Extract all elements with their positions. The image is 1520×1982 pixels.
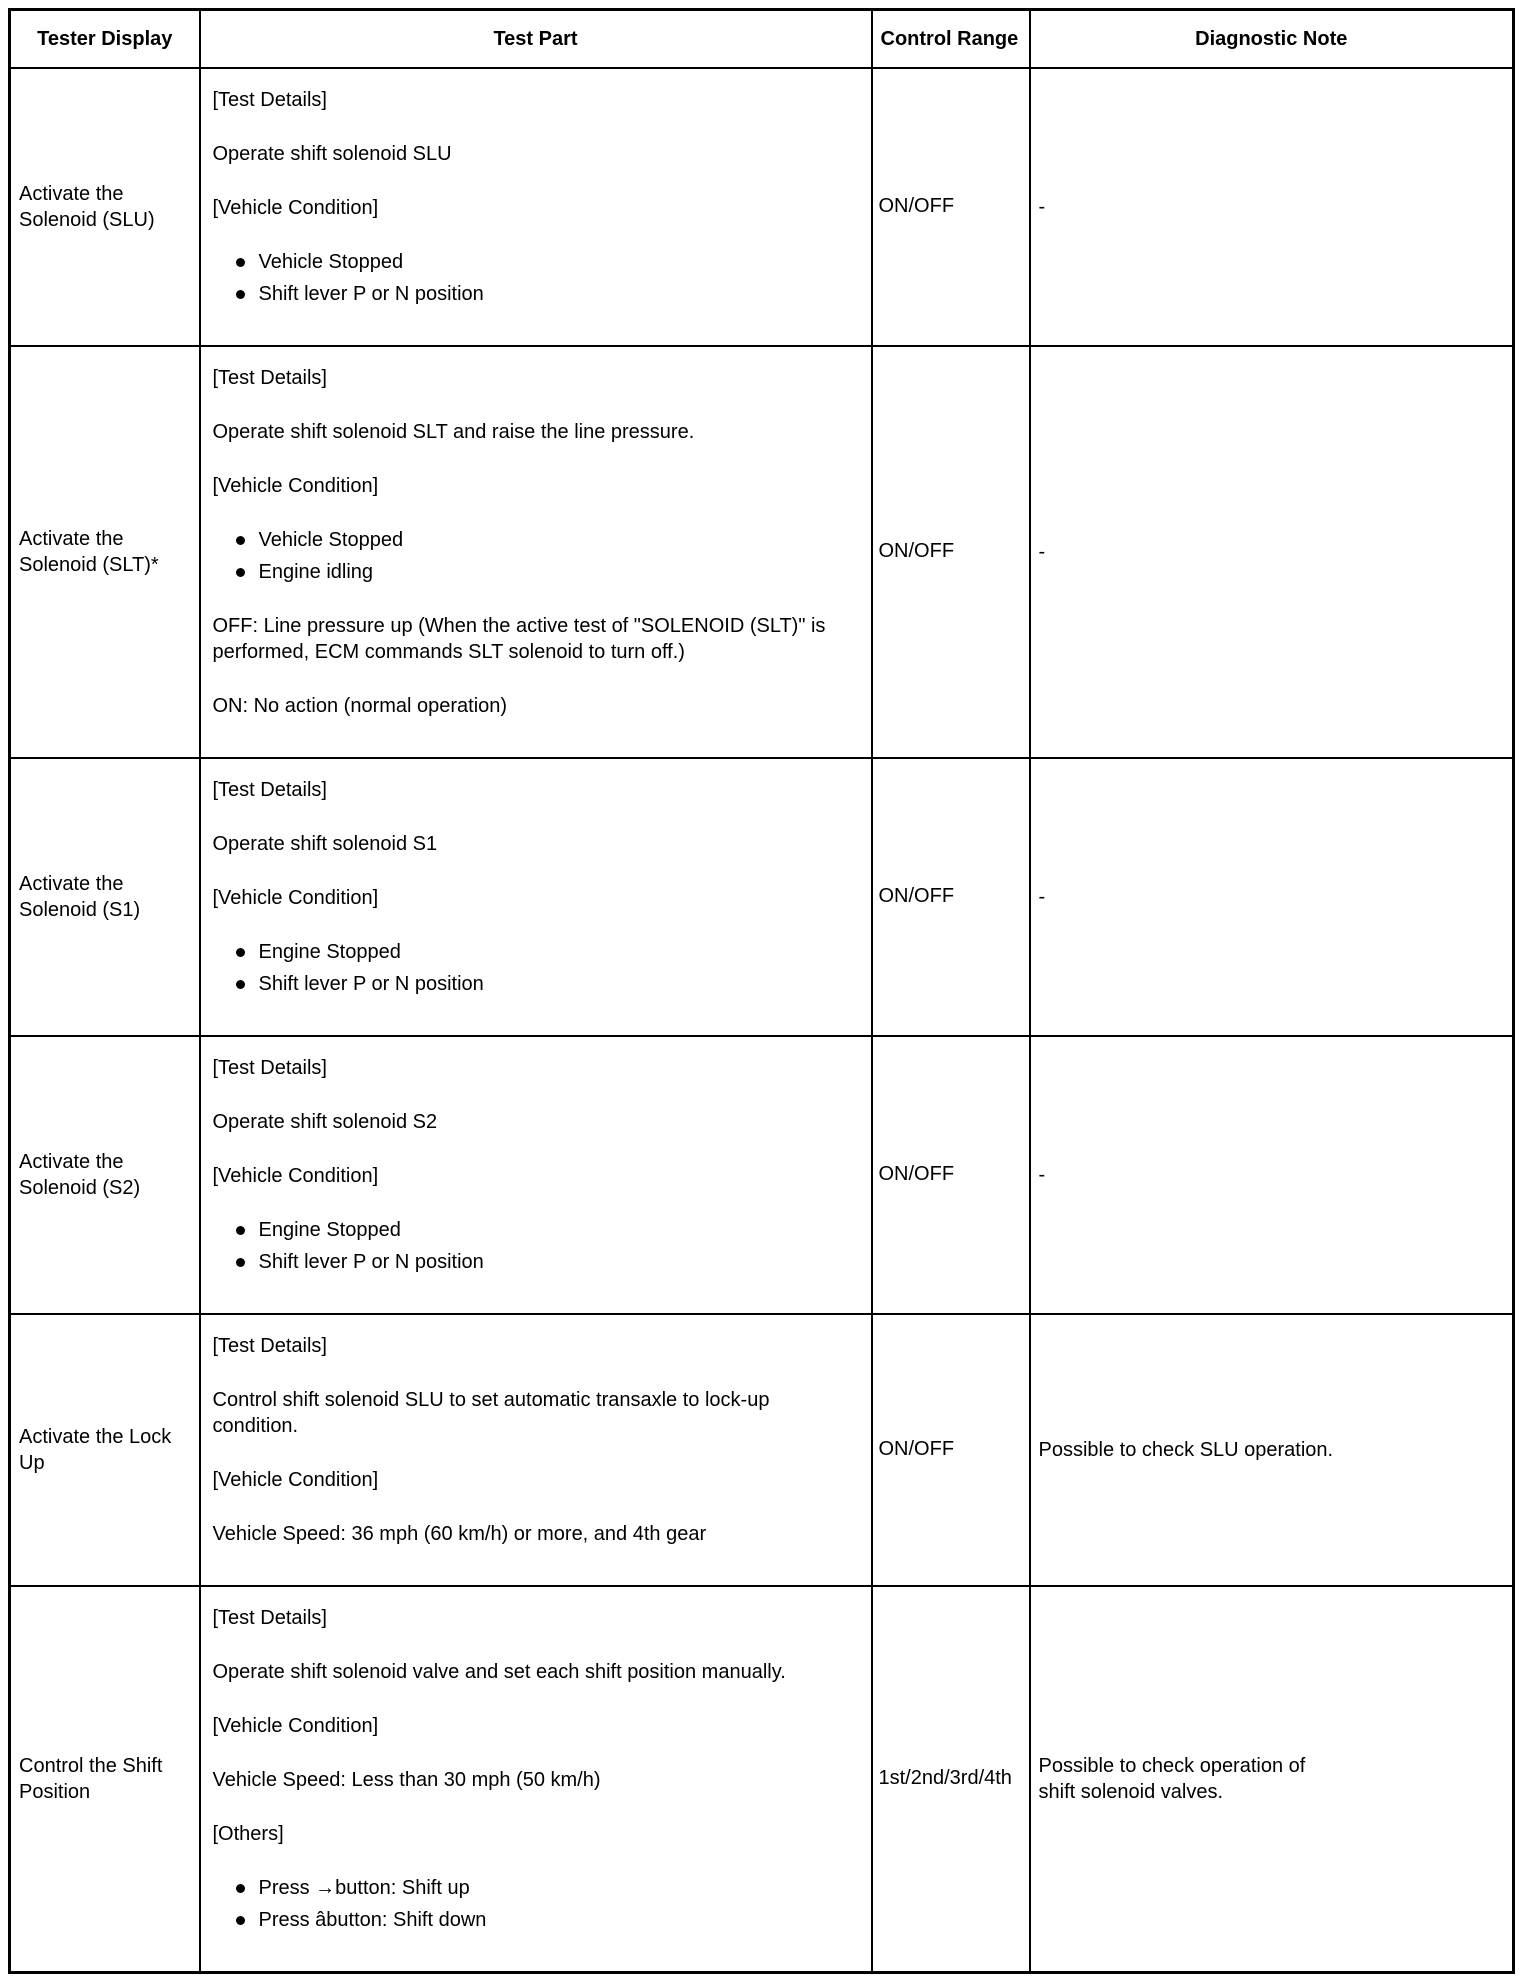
- tester-display-text: Activate the Solenoid (SLU): [19, 182, 155, 231]
- test-part-line: Operate shift solenoid SLU: [212, 142, 452, 165]
- condition-item: Vehicle Stopped: [231, 249, 859, 275]
- control-range-cell: [872, 68, 1030, 346]
- column-header-test-part: Test Part: [200, 10, 872, 68]
- diagnostic-note-cell: [1030, 346, 1514, 758]
- test-part-cell: [200, 68, 872, 346]
- tester-display-text: Activate the Solenoid (S1): [19, 872, 141, 921]
- test-part-cell: [200, 1036, 872, 1314]
- test-part-cell: [200, 1586, 872, 1973]
- condition-list: [213, 527, 859, 585]
- others-item: Press →button: Shift up: [231, 1875, 859, 1901]
- tester-display-cell: [10, 1586, 200, 1973]
- diagnostic-note-text: -: [1038, 195, 1046, 218]
- test-part-line: Operate shift solenoid valve and set each shift position manually.: [212, 1660, 786, 1683]
- test-part-line: OFF: Line pressure up (When the active test of "SOLENOID (SLT)" is performed, ECM commands SLT solenoid to turn off.): [212, 614, 826, 663]
- control-range-text: ON/OFF: [878, 1438, 955, 1460]
- condition-item: Shift lever P or N position: [231, 971, 859, 997]
- tester-display-text: Activate the Lock Up: [19, 1425, 172, 1474]
- test-part-line: Operate shift solenoid S1: [212, 832, 438, 855]
- tester-display-cell: [10, 1036, 200, 1314]
- others-item: Press âbutton: Shift down: [231, 1907, 859, 1933]
- condition-item: Shift lever P or N position: [231, 281, 859, 307]
- column-header-diagnostic-note: Diagnostic Note: [1030, 10, 1514, 68]
- test-part-line: [Others]: [212, 1822, 284, 1845]
- table-row: [10, 758, 1514, 1036]
- test-part-line: Operate shift solenoid S2: [212, 1110, 438, 1133]
- others-list: [213, 1875, 859, 1933]
- control-range-cell: [872, 758, 1030, 1036]
- table-row: [10, 346, 1514, 758]
- test-part-line: [Test Details]: [212, 1056, 327, 1079]
- diagnostic-note-cell: [1030, 1314, 1514, 1586]
- test-part-line: [Vehicle Condition]: [212, 886, 379, 909]
- tester-display-text: Activate the Solenoid (SLT)*: [19, 527, 159, 576]
- control-range-text: ON/OFF: [878, 1163, 955, 1185]
- test-part-line: Operate shift solenoid SLT and raise the line pressure.: [212, 420, 695, 443]
- tester-display-cell: [10, 758, 200, 1036]
- tester-display-cell: [10, 346, 200, 758]
- tester-display-text: Control the Shift Position: [19, 1754, 163, 1803]
- condition-item: Engine Stopped: [231, 939, 859, 965]
- test-part-line: [Vehicle Condition]: [212, 1714, 379, 1737]
- test-part-line: [Test Details]: [212, 1606, 327, 1629]
- test-part-line: [Vehicle Condition]: [212, 474, 379, 497]
- table-row: [10, 1036, 1514, 1314]
- test-part-line: Vehicle Speed: 36 mph (60 km/h) or more, and 4th gear: [212, 1522, 707, 1545]
- table-row: [10, 1586, 1514, 1973]
- diagnostic-note-cell: [1030, 1586, 1514, 1973]
- diagnostic-note-cell: [1030, 758, 1514, 1036]
- control-range-text: ON/OFF: [878, 885, 955, 907]
- control-range-cell: [872, 1036, 1030, 1314]
- diagnostic-note-text: -: [1038, 885, 1046, 908]
- control-range-text: 1st/2nd/3rd/4th: [878, 1767, 1012, 1789]
- tester-display-text: Activate the Solenoid (S2): [19, 1150, 141, 1199]
- test-part-cell: [200, 346, 872, 758]
- diagnostic-note-text: -: [1038, 540, 1046, 563]
- test-part-line: ON: No action (normal operation): [212, 694, 508, 717]
- diagnostic-note-cell: [1030, 68, 1514, 346]
- diagnostic-note-cell: [1030, 1036, 1514, 1314]
- table-row: [10, 1314, 1514, 1586]
- diagnostic-note-text: Possible to check SLU operation.: [1038, 1438, 1334, 1461]
- test-part-cell: [200, 758, 872, 1036]
- condition-item: Shift lever P or N position: [231, 1249, 859, 1275]
- condition-list: [213, 249, 859, 307]
- condition-list: [213, 1217, 859, 1275]
- test-part-line: [Vehicle Condition]: [212, 196, 379, 219]
- test-part-line: [Vehicle Condition]: [212, 1164, 379, 1187]
- test-part-line: [Test Details]: [212, 778, 327, 801]
- header-row: [10, 10, 1514, 68]
- column-header-tester-display: Tester Display: [10, 10, 200, 68]
- control-range-cell: [872, 346, 1030, 758]
- diagnostic-note-text: -: [1038, 1163, 1046, 1186]
- test-part-line: [Vehicle Condition]: [212, 1468, 379, 1491]
- test-part-line: [Test Details]: [212, 366, 327, 389]
- diagnostic-table: [8, 8, 1515, 1974]
- tester-display-cell: [10, 68, 200, 346]
- condition-list: [213, 939, 859, 997]
- diagnostic-note-text: Possible to check operation of shift solenoid valves.: [1038, 1754, 1306, 1803]
- column-header-control-range: Control Range: [872, 10, 1030, 68]
- condition-item: Engine Stopped: [231, 1217, 859, 1243]
- test-part-cell: [200, 1314, 872, 1586]
- control-range-cell: [872, 1586, 1030, 1973]
- test-part-line: [Test Details]: [212, 88, 327, 111]
- condition-item: Vehicle Stopped: [231, 527, 859, 553]
- test-part-line: [Test Details]: [212, 1334, 327, 1357]
- tester-display-cell: [10, 1314, 200, 1586]
- test-part-line: Control shift solenoid SLU to set automatic transaxle to lock-up condition.: [212, 1388, 770, 1437]
- condition-item: Engine idling: [231, 559, 859, 585]
- test-part-line: Vehicle Speed: Less than 30 mph (50 km/h): [212, 1768, 601, 1791]
- control-range-text: ON/OFF: [878, 195, 955, 217]
- control-range-text: ON/OFF: [878, 540, 955, 562]
- control-range-cell: [872, 1314, 1030, 1586]
- table-row: [10, 68, 1514, 346]
